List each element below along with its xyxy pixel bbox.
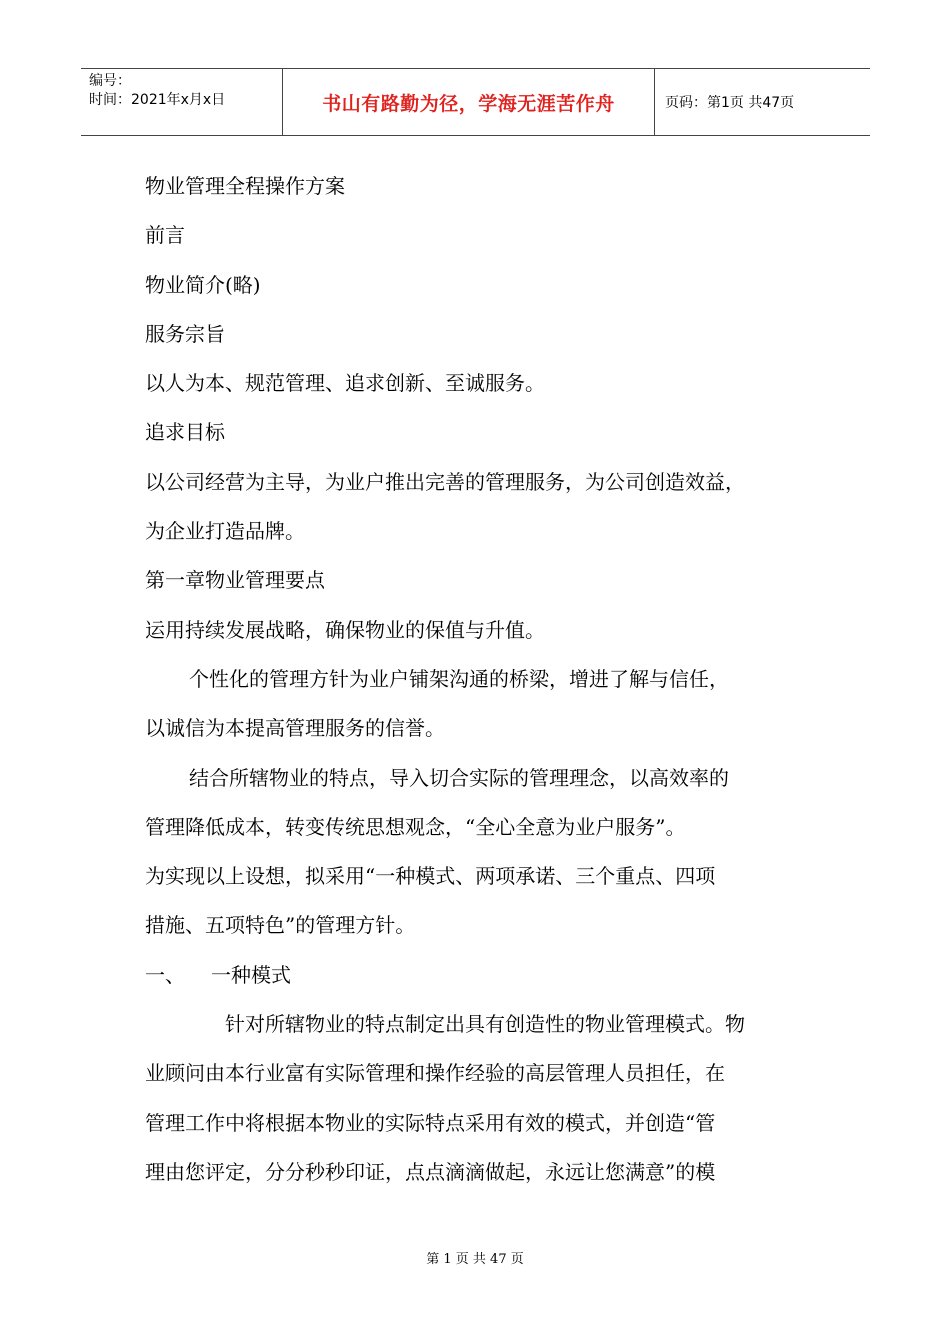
page-label: 页码：第1页 共47页 (665, 95, 795, 111)
paragraph-line: 管理降低成本，转变传统思想观念，“全心全意为业户服务”。 (145, 814, 686, 839)
paragraph-line: 运用持续发展战略，确保物业的保值与升值。 (145, 617, 545, 642)
section-one-heading (145, 951, 825, 1000)
time-label: 时间：2021年x月x日 (89, 92, 226, 108)
doc-title: 物业管理全程操作方案 (145, 174, 345, 198)
paragraph-line: 管理工作中将根据本物业的实际特点采用有效的模式，并创造“管 (145, 1110, 716, 1135)
document-header (81, 68, 870, 136)
paragraph-line: 个性化的管理方针为业户铺架沟通的桥梁，增进了解与信任， (189, 666, 729, 691)
paragraph-line: 结合所辖物业的特点，导入切合实际的管理理念，以高效率的 (189, 765, 729, 790)
section-one-number: 一、 (145, 962, 185, 987)
chapter-one-heading: 第一章物业管理要点 (145, 568, 325, 593)
number-label: 编号： (89, 73, 131, 89)
service-tenet-text: 以人为本、规范管理、追求创新、至诚服务。 (145, 371, 545, 396)
paragraph-line: 理由您评定，分分秒秒印证，点点滴滴做起，永远让您满意”的模 (145, 1159, 716, 1184)
paragraph-line: 业顾问由本行业富有实际管理和操作经验的高层管理人员担任，在 (145, 1061, 725, 1086)
goal-heading: 追求目标 (145, 420, 225, 445)
paragraph-line: 以诚信为本提高管理服务的信誉。 (145, 716, 445, 741)
motto-text: 书山有路勤为径，学海无涯苦作舟 (322, 92, 615, 115)
header-page-cell (655, 69, 870, 135)
service-tenet-heading: 服务宗旨 (145, 321, 225, 346)
paragraph-line: 针对所辖物业的特点制定出具有创造性的物业管理模式。物 (225, 1012, 745, 1037)
header-info-cell (81, 69, 283, 135)
goal-text-line-1: 以公司经营为主导，为业户推出完善的管理服务，为公司创造效益， (145, 469, 745, 494)
page-footer: 第 1 页 共 47 页 (426, 1252, 524, 1267)
paragraph-line: 为实现以上设想，拟采用“一种模式、两项承诺、三个重点、四项 (145, 864, 716, 889)
paragraph-line: 措施、五项特色”的管理方针。 (145, 913, 416, 938)
property-intro-heading: 物业简介(略) (145, 272, 261, 297)
goal-text-line-2: 为企业打造品牌。 (145, 519, 305, 544)
preface-heading: 前言 (145, 223, 185, 248)
document-body (145, 162, 825, 1197)
header-motto-cell (283, 69, 655, 135)
section-one-title: 一种模式 (211, 962, 291, 987)
